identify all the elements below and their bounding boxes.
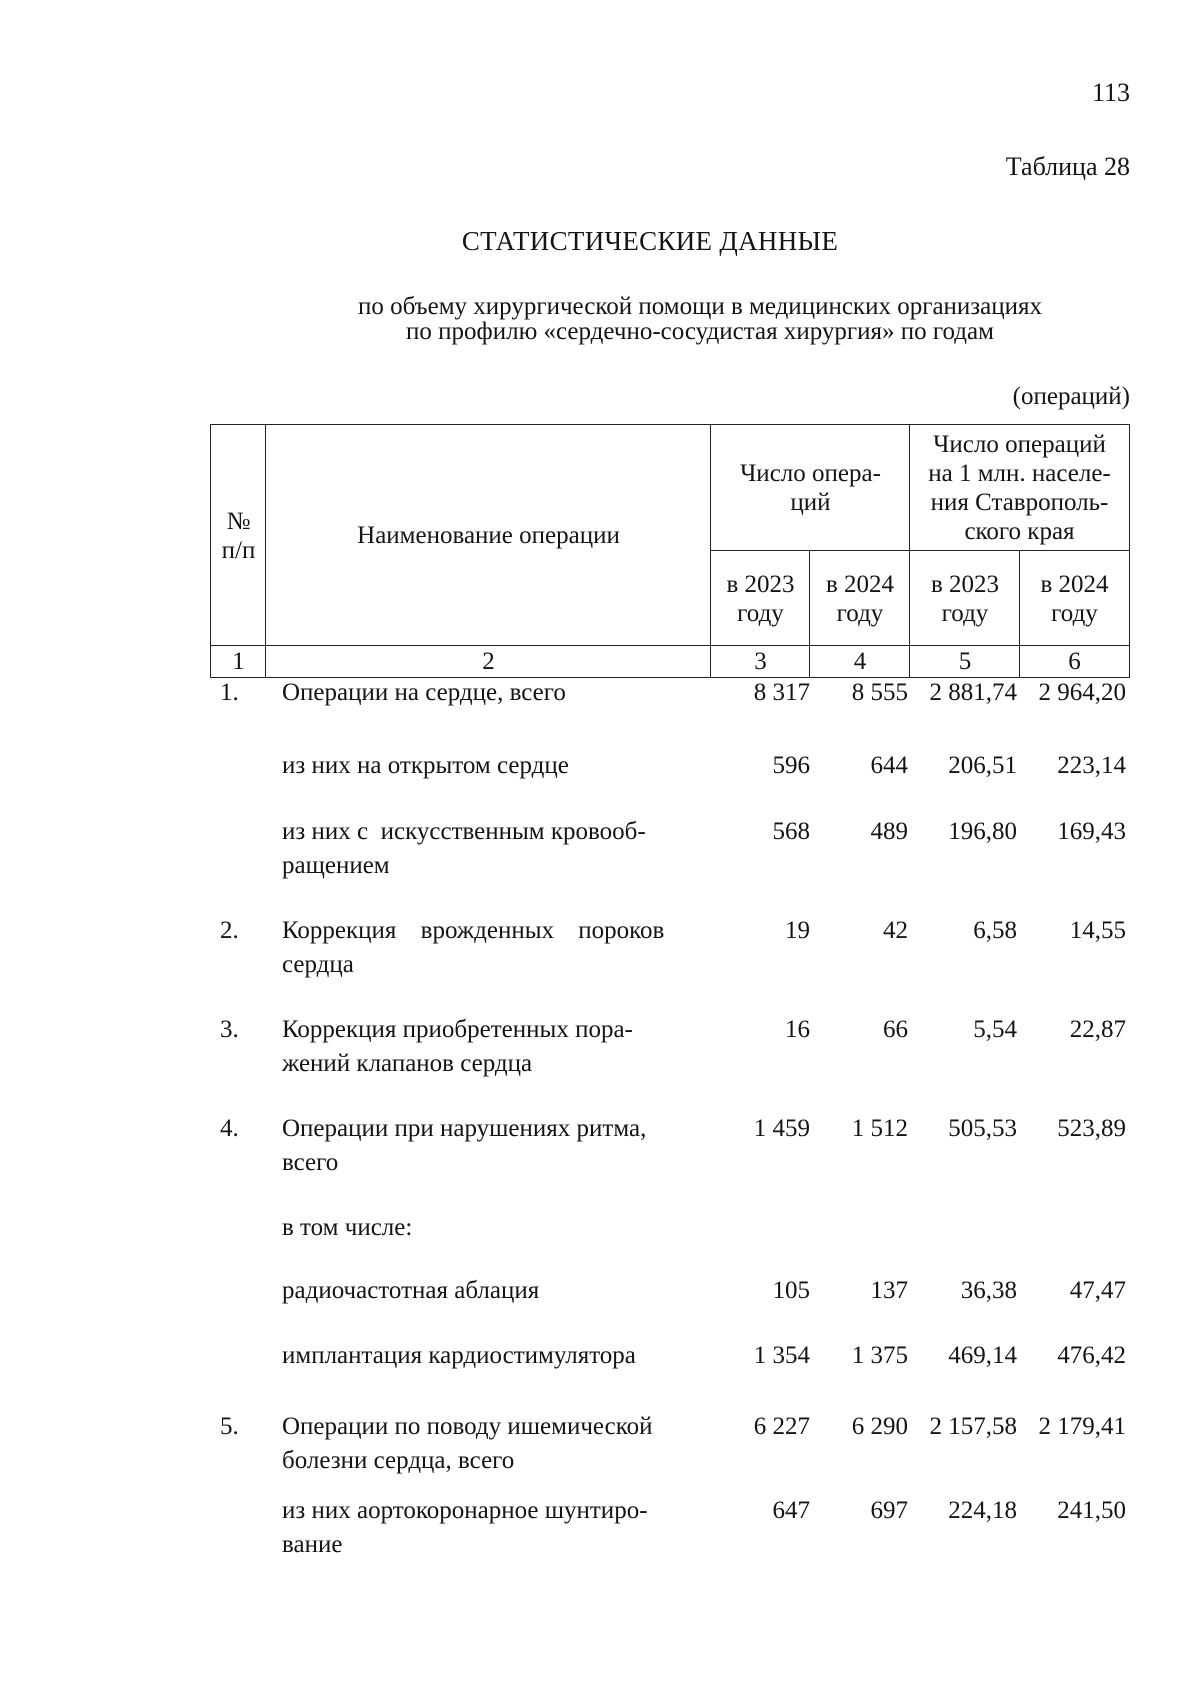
- header-count-2023-line2: году: [737, 599, 784, 627]
- subtitle-line-2: по профилю «сердечно-сосудистая хирургия» по годам: [406, 318, 994, 345]
- col-number-5: 5: [909, 645, 1021, 678]
- document-title: СТАТИСТИЧЕСКИЕ ДАННЫЕ: [461, 226, 839, 256]
- row-num: 3.: [220, 1016, 239, 1043]
- header-count-2023: [710, 550, 811, 647]
- col-number-4: 4: [809, 645, 911, 678]
- header-rate-line1: Число операций: [933, 431, 1106, 458]
- row-name-line1: из них с искусственным кровооб-: [282, 818, 646, 845]
- row-name-line1: Коррекция приобретенных пора-: [282, 1016, 633, 1043]
- table-caption: Таблица 28: [1005, 152, 1130, 181]
- row-count-2023: 647: [772, 1497, 810, 1524]
- row-count-2024: 489: [870, 818, 908, 845]
- row-count-2023: 16: [785, 1016, 810, 1043]
- row-num: 5.: [220, 1413, 239, 1440]
- row-rate-2024: 47,47: [1069, 1277, 1126, 1304]
- row-count-2024: 42: [883, 917, 908, 944]
- row-count-2024: 66: [883, 1016, 908, 1043]
- row-name-line2: ращением: [282, 852, 390, 879]
- header-count-2024-line2: году: [836, 599, 884, 627]
- row-rate-2024: 22,87: [1069, 1016, 1126, 1043]
- header-rate-2023-line2: году: [941, 599, 989, 627]
- row-num: 1.: [220, 679, 239, 706]
- header-rate-group: [909, 424, 1130, 552]
- row-rate-2024: 14,55: [1069, 917, 1126, 944]
- row-count-2023: 8 317: [753, 679, 810, 706]
- page-number: 113: [1091, 78, 1130, 107]
- row-name-line2: всего: [282, 1149, 339, 1176]
- row-count-2024: 644: [870, 752, 908, 779]
- header-rate-2023-line1: в 2023: [930, 570, 1000, 598]
- col-number-6: 6: [1019, 645, 1130, 678]
- row-count-2023: 105: [772, 1277, 810, 1304]
- header-count-2024: [809, 550, 911, 647]
- header-count-line1: Число опера-: [740, 460, 881, 487]
- row-rate-2024: 169,43: [1057, 818, 1126, 845]
- header-rate-2024-line2: году: [1051, 599, 1098, 627]
- row-rate-2023: 36,38: [960, 1277, 1017, 1304]
- subtitle-line-1: по объему хирургической помощи в медицинских организациях: [357, 293, 1043, 320]
- row-name-line1: радиочастотная аблация: [282, 1277, 540, 1304]
- header-rate-line3: ния Ставрополь-: [930, 489, 1109, 516]
- header-name-cell: [265, 424, 712, 647]
- header-rate-line4: ского края: [964, 518, 1075, 545]
- header-rate-2023: [909, 550, 1021, 647]
- row-name-line1: Операции при нарушениях ритма,: [282, 1115, 647, 1142]
- row-rate-2023: 224,18: [948, 1497, 1017, 1524]
- row-rate-2024: 241,50: [1057, 1497, 1126, 1524]
- row-name-line1: Операции на сердце, всего: [282, 679, 566, 706]
- row-name-line2: сердца: [282, 951, 354, 978]
- header-count-group: [710, 424, 911, 552]
- table-header: [210, 424, 1130, 675]
- row-num: 4.: [220, 1115, 239, 1142]
- row-name-line2: жений клапанов сердца: [282, 1050, 533, 1077]
- row-name: [282, 1211, 910, 1245]
- row-count-2023: 1 354: [753, 1342, 810, 1369]
- header-num-line2: п/п: [221, 536, 256, 564]
- row-name-line2: вание: [282, 1531, 343, 1558]
- row-name-line1: из них на открытом сердце: [282, 752, 569, 779]
- col-number-1: 1: [210, 645, 267, 678]
- header-count-2024-line1: в 2024: [825, 570, 895, 598]
- row-num: 2.: [220, 917, 239, 944]
- row-rate-2024: 223,14: [1057, 752, 1126, 779]
- row-count-2024: 137: [870, 1277, 908, 1304]
- row-count-2024: 6 290: [851, 1413, 908, 1440]
- row-rate-2024: 523,89: [1057, 1115, 1126, 1142]
- row-name-line2: болезни сердца, всего: [282, 1447, 515, 1474]
- row-name-line1: Коррекция врожденных пороков: [282, 917, 665, 944]
- row-count-2023: 6 227: [753, 1413, 810, 1440]
- document-subtitle: [0, 294, 1200, 344]
- header-rate-line2: на 1 млн. населе-: [928, 460, 1111, 487]
- col-number-3: 3: [710, 645, 811, 678]
- row-rate-2023: 5,54: [973, 1016, 1017, 1043]
- row-name-line1: в том числе:: [282, 1214, 413, 1241]
- row-count-2024: 8 555: [851, 679, 908, 706]
- row-count-2024: 1 375: [851, 1342, 908, 1369]
- header-count-2023-line1: в 2023: [726, 570, 795, 598]
- header-rate-2024-line1: в 2024: [1040, 570, 1109, 598]
- row-rate-2024: 2 179,41: [1038, 1413, 1126, 1440]
- row-count-2023: 19: [785, 917, 810, 944]
- row-name-line1: Операции по поводу ишемической: [282, 1413, 653, 1440]
- header-name: Наименование операции: [357, 522, 620, 549]
- row-count-2023: 568: [772, 818, 810, 845]
- row-rate-2024: 2 964,20: [1038, 679, 1126, 706]
- row-name-line1: из них аортокоронарное шунтиро-: [282, 1497, 648, 1524]
- header-rate-2024: [1019, 550, 1130, 647]
- row-count-2023: 1 459: [753, 1115, 810, 1142]
- row-rate-2023: 2 157,58: [929, 1413, 1017, 1440]
- header-num-cell: [210, 424, 267, 647]
- units-note: (операций): [1012, 383, 1130, 410]
- col-number-2: 2: [265, 645, 712, 678]
- row-rate-2023: 505,53: [948, 1115, 1017, 1142]
- row-rate-2023: 469,14: [948, 1342, 1017, 1369]
- row-rate-2023: 196,80: [948, 818, 1017, 845]
- row-name-line1: имплантация кардиостимулятора: [282, 1342, 636, 1369]
- row-rate-2023: 2 881,74: [929, 679, 1017, 706]
- row-rate-2023: 6,58: [973, 917, 1017, 944]
- header-count-line2: ций: [790, 489, 831, 516]
- row-count-2024: 697: [870, 1497, 908, 1524]
- row-rate-2023: 206,51: [948, 752, 1017, 779]
- header-num-line1: №: [226, 507, 251, 535]
- row-rate-2024: 476,42: [1057, 1342, 1126, 1369]
- row-count-2023: 596: [772, 752, 810, 779]
- row-count-2024: 1 512: [851, 1115, 908, 1142]
